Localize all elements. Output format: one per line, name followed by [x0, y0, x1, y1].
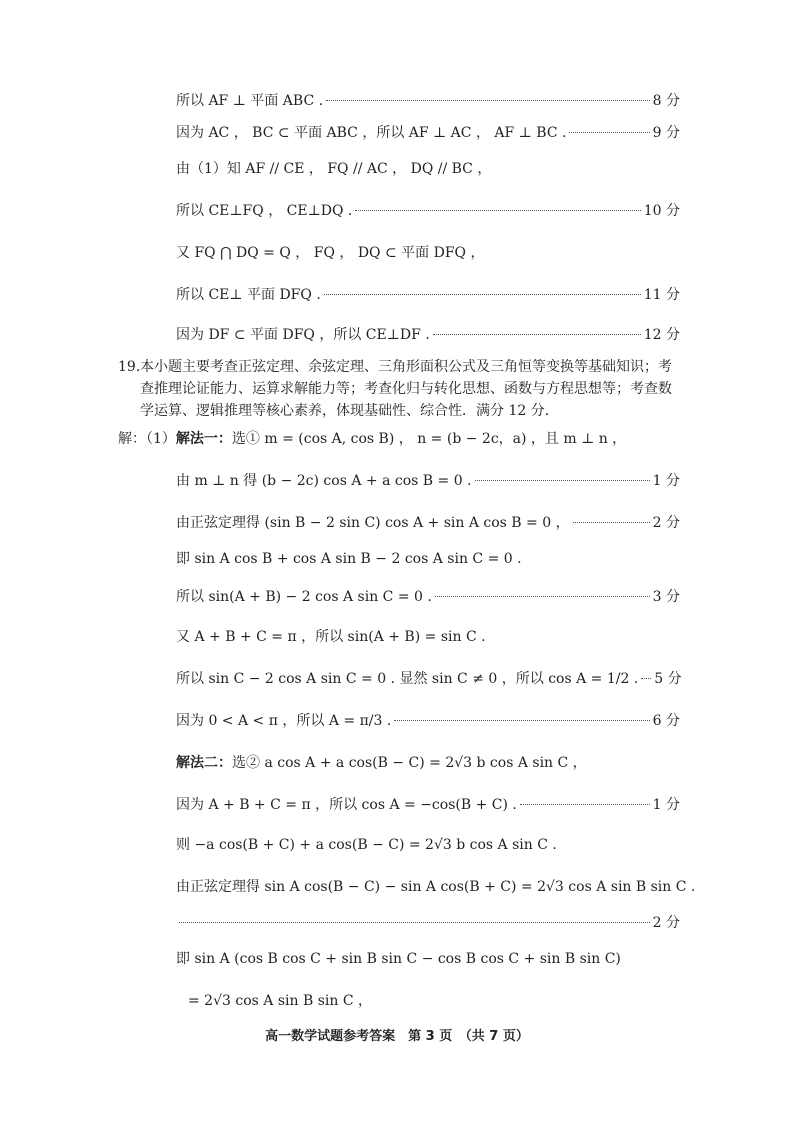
- method1-step-4: 所以 sin(A + B) − 2 cos A sin C = 0 . 3 分: [176, 589, 680, 605]
- method1-step-1: 由 m ⊥ n 得 (b − 2c) cos A + a cos B = 0 . 1 分: [176, 473, 680, 489]
- page-footer: 高一数学试题参考答案 第 3 页 （共 7 页）: [265, 1029, 529, 1044]
- solution-method1-header: 解：（1） 解法一： 选① m = (cos A, cos B) ， n = (b − 2c，a) ，且 m ⊥ n ，: [118, 431, 627, 447]
- solution-method2-header: 解法二： 选② a cos A + a cos(B − C) = 2√3 b cos A sin C ，: [176, 755, 587, 771]
- problem-19-intro: 19.本小题主要考查正弦定理、余弦定理、三角形面积公式及三角恒等变换等基础知识；考查推理论证能力、运算求解能力等；考查化归与转化思想、函数与方程思想等；考查数学运算、逻辑推理等核心素养，体现基础性、综合性．满分 12 分．: [140, 356, 680, 422]
- method1-step-2: 由正弦定理得 (sin B − 2 sin C) cos A + sin A cos B = 0 ， 2 分: [176, 515, 680, 531]
- method2-step-5: 即 sin A (cos B cos C + sin B sin C − cos B cos C + sin B sin C): [176, 951, 621, 967]
- proof-line-2: 因为 AC ， BC ⊂ 平面 ABC ，所以 AF ⊥ AC ， AF ⊥ BC . 9 分: [176, 125, 680, 141]
- proof-line-1: 所以 AF ⊥ 平面 ABC . 8 分: [176, 93, 680, 109]
- proof-line-3: 由（1）知 AF // CE ， FQ // AC ， DQ // BC ，: [176, 161, 492, 177]
- method2-step-6: = 2√3 cos A sin B sin C ，: [188, 993, 372, 1009]
- proof-line-4: 所以 CE⊥FQ ， CE⊥DQ . 10 分: [176, 203, 680, 219]
- method1-step-3: 即 sin A cos B + cos A sin B − 2 cos A sin C = 0 .: [176, 551, 522, 567]
- method2-step-4: 2 分: [176, 912, 680, 932]
- method1-step-5: 又 A + B + C = π ，所以 sin(A + B) = sin C .: [176, 629, 486, 645]
- proof-line-6: 所以 CE⊥ 平面 DFQ . 11 分: [176, 287, 680, 303]
- method1-step-7: 因为 0 < A < π ，所以 A = π/3 . 6 分: [176, 713, 680, 729]
- method2-step-2: 则 −a cos(B + C) + a cos(B − C) = 2√3 b cos A sin C .: [176, 837, 557, 853]
- proof-line-5: 又 FQ ⋂ DQ = Q ， FQ ， DQ ⊂ 平面 DFQ ，: [176, 245, 485, 261]
- method2-step-1: 因为 A + B + C = π ，所以 cos A = −cos(B + C) . 1 分: [176, 797, 680, 813]
- proof-line-7: 因为 DF ⊂ 平面 DFQ ，所以 CE⊥DF . 12 分: [176, 327, 680, 343]
- method1-step-6: 所以 sin C − 2 cos A sin C = 0 . 显然 sin C ≠ 0 ，所以 cos A = 1/2 . 5 分: [176, 671, 682, 687]
- problem-number: 19.: [118, 359, 141, 375]
- method2-step-3: 由正弦定理得 sin A cos(B − C) − sin A cos(B + C) = 2√3 cos A sin B sin C .: [176, 879, 696, 895]
